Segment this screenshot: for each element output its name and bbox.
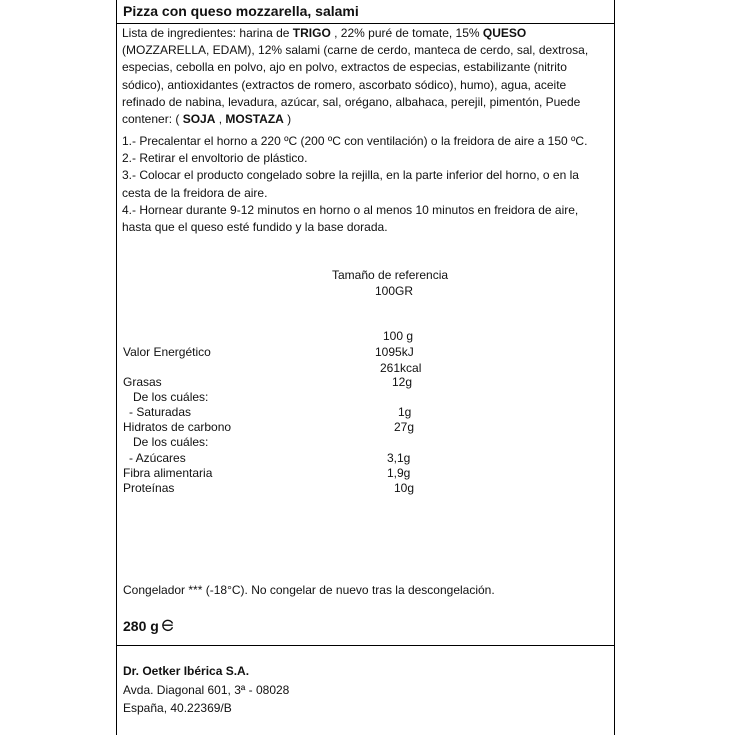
instructions xyxy=(122,133,610,236)
title-divider xyxy=(116,23,615,24)
instruction-step-1: 1.- Precalentar el horno a 220 ºC (200 ºC con ventilación) o la freidora de aire a 150 ºC. xyxy=(122,134,588,148)
company-address: Avda. Diagonal 601, 3ª - 08028 xyxy=(123,683,290,697)
sugars-value: 3,1g xyxy=(387,451,411,465)
instruction-step-2: 2.- Retirar el envoltorio de plástico. xyxy=(122,151,308,166)
sugars-label: - Azúcares xyxy=(129,451,186,465)
company-country-code: España, 40.22369/B xyxy=(123,701,232,715)
allergen-soja: SOJA xyxy=(182,112,216,127)
instruction-step-3: 3.- Colocar el producto congelado sobre la rejilla, en la parte inferior del horno, o en la cesta de la freidora de aire. xyxy=(122,168,579,200)
net-weight: 280 g xyxy=(123,618,175,635)
allergen-mostaza: MOSTAZA xyxy=(225,112,284,127)
fat-label: Grasas xyxy=(123,375,162,389)
protein-value: 10g xyxy=(394,481,415,495)
energy-kj-value: 1095kJ xyxy=(375,345,414,359)
fiber-label: Fibra alimentaria xyxy=(123,466,213,480)
saturated-label: - Saturadas xyxy=(129,405,192,419)
instruction-step-4: 4.- Hornear durante 9-12 minutos en horno o al menos 10 minutos en freidora de aire, hasta que el queso esté fundido y la base dorada. xyxy=(122,202,579,235)
estimated-sign-icon xyxy=(161,618,175,632)
nutrition-column-header: 100 g xyxy=(383,329,414,343)
company-name: Dr. Oetker Ibérica S.A. xyxy=(123,664,250,678)
fiber-value: 1,9g xyxy=(387,466,411,480)
fat-of-which-label: De los cuáles: xyxy=(133,390,209,404)
storage-instructions: Congelador *** (-18°C). No congelar de nuevo tras la descongelación. xyxy=(123,583,495,597)
saturated-value: 1g xyxy=(398,405,412,419)
allergen-queso: QUESO xyxy=(482,26,527,40)
carbs-value: 27g xyxy=(394,420,415,434)
allergen-trigo: TRIGO xyxy=(292,26,331,40)
weight-divider xyxy=(116,645,615,646)
product-title: Pizza con queso mozzarella, salami xyxy=(123,3,359,19)
energy-kcal-value: 261kcal xyxy=(380,361,422,375)
carbs-label: Hidratos de carbono xyxy=(123,420,232,434)
carbs-of-which-label: De los cuáles: xyxy=(133,435,209,449)
energy-label: Valor Energético xyxy=(123,345,211,359)
ingredients-list: Lista de ingredientes: harina de TRIGO , 22% puré de tomate, 15% QUESO (MOZZARELLA, EDAM), 12% salami (carne de cerdo, manteca de cerdo, sal, dextrosa, especias, cebolla en polvo, ajo en polvo, extractos de especias, estabilizante (nitrito sódico), antioxidantes (extractos de romero, ascorbato sódico), humo), agua, aceite refinado de nabina, levadura, azúcar, sal, orégano, albahaca, perejil, pimentón, Puede contener: ( SOJA , MOSTAZA ) xyxy=(122,26,589,127)
fat-value: 12g xyxy=(392,375,413,389)
reference-size-value: 100GR xyxy=(375,284,414,298)
protein-label: Proteínas xyxy=(123,481,175,495)
reference-size-label: Tamaño de referencia xyxy=(332,268,449,282)
